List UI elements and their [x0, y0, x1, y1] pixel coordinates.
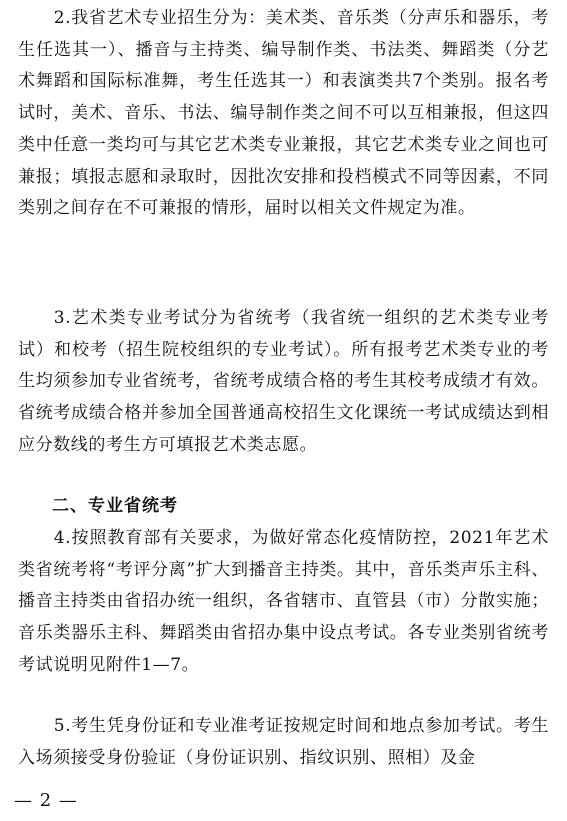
section-heading: 二、专业省统考 — [52, 496, 178, 516]
paragraph-3: 3.艺术类专业考试分为省统考（我省统一组织的艺术类专业考试）和校考（招生院校组织的专业考试）。所有报考艺术类专业的考生均须参加专业省统考，省统考成绩合格的考生其校考成绩才有效。省统考成绩合格并参加全国普通高校招生文化课统一考试成绩达到相应分数线的考生方可填报艺术类志愿。 — [18, 308, 549, 455]
paragraph-2: 2.我省艺术专业招生分为：美术类、音乐类（分声乐和器乐，考生任选其一）、播音与主持类、编导制作类、书法类、舞蹈类（分艺术舞蹈和国际标准舞，考生任选其一）和表演类共7个类别。报名考试时，美术、音乐、书法、编导制作类之间不可以互相兼报，但这四类中任意一类均可与其它艺术类专业兼报，其它艺术类专业之间也可兼报；填报志愿和录取时，因批次安排和投档模式不同等因素，不同类别之间存在不可兼报的情形，届时以相关文件规定为准。 — [18, 8, 549, 219]
paragraph-5: 5.考生凭身份证和专业准考证按规定时间和地点参加考试。考生入场须接受身份验证（身份证识别、指纹识别、照相）及金 — [18, 716, 549, 768]
paragraph-4: 4.按照教育部有关要求，为做好常态化疫情防控，2021年艺术类省统考将“考评分离”扩大到播音主持类。其中，音乐类声乐主科、播音主持类由省招办统一组织，各省辖市、直管县（市）分散实施；音乐类器乐主科、舞蹈类由省招办集中设点考试。各专业类别省统考考试说明见附件1—7。 — [18, 528, 549, 675]
page-number: — 2 — — [14, 790, 78, 811]
